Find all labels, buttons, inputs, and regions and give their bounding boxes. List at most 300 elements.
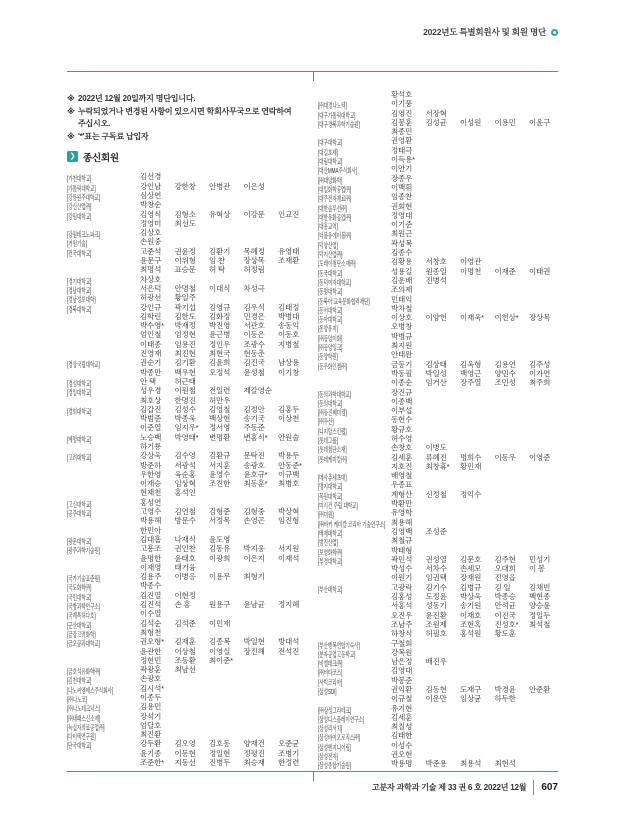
section-chevron-icon: ❯ <box>67 151 78 162</box>
member-name: 이상천 <box>278 414 300 424</box>
org-label-text: [덕지산업㈜] <box>318 250 343 260</box>
names-row <box>140 330 305 339</box>
member-name: 이재호 <box>460 610 482 620</box>
member-name: 도재구 <box>460 685 482 694</box>
member-entry <box>318 313 558 325</box>
member-entry <box>318 499 558 511</box>
member-name: 안 택 <box>140 376 156 386</box>
names-row <box>391 546 558 555</box>
member-name: 허정림 <box>243 265 265 275</box>
names-block <box>391 471 558 480</box>
member-name: 조준한* <box>140 758 164 768</box>
org-label <box>318 666 391 678</box>
member-name: 김주현 <box>494 554 516 564</box>
org-label <box>318 276 391 285</box>
names-row <box>140 656 305 665</box>
member-name: 지병철 <box>278 339 300 349</box>
member-name: 우한영 <box>140 469 162 479</box>
names-row <box>140 451 305 460</box>
org-label <box>67 303 140 312</box>
member-name: 김형준 <box>209 507 231 517</box>
note-lines <box>78 106 305 131</box>
member-name: 하창식 <box>391 629 413 639</box>
member-name: 김시석* <box>140 683 164 693</box>
org-label-text: [㈜나노테크닉스] <box>67 704 101 714</box>
names-row <box>391 499 558 508</box>
org-label-text: [동의과학대학교] <box>318 389 351 399</box>
names-row <box>391 434 558 443</box>
member-name: 한민아 <box>140 525 162 535</box>
member-entry <box>318 257 558 269</box>
member-name: 조동환 <box>174 655 196 665</box>
member-entry <box>67 544 305 572</box>
member-name: 서장혁 <box>425 108 447 118</box>
member-name: 최병호 <box>278 479 300 489</box>
org-label <box>67 637 140 649</box>
note-line: 주십시오. <box>78 119 111 129</box>
member-name: 임상균 <box>460 694 482 704</box>
member-entry <box>67 712 305 721</box>
member-name: 임권택 <box>425 573 447 583</box>
member-entry <box>67 433 305 452</box>
names-row <box>391 639 558 648</box>
member-name: 임용진 <box>174 339 196 349</box>
names-row <box>391 406 558 415</box>
member-entry <box>67 172 305 184</box>
names-block <box>140 275 305 284</box>
member-name: 나재식 <box>174 534 196 544</box>
names-row <box>391 174 558 183</box>
names-block <box>140 191 305 200</box>
member-entry <box>318 648 558 657</box>
member-name: 서관호 <box>243 321 265 331</box>
names-row <box>391 601 558 610</box>
member-name: 차상호 <box>140 274 162 284</box>
member-name: 김홍성 <box>391 592 413 602</box>
org-label <box>67 172 140 184</box>
member-name: 양민수 <box>494 368 516 378</box>
member-name: 박종승 <box>494 592 516 602</box>
member-name: 김정안 <box>243 404 265 414</box>
member-name: 김성균 <box>425 117 447 127</box>
member-name: 최승재 <box>243 758 265 768</box>
member-name: 허근태 <box>174 376 196 386</box>
member-name: 윤태호 <box>174 553 196 563</box>
org-label <box>318 639 391 648</box>
member-name: 이강문 <box>243 209 265 219</box>
member-name: 민성기 <box>529 554 551 564</box>
org-label <box>318 704 391 713</box>
org-label-text: [대길호제] <box>318 147 338 157</box>
member-name: 목혜정 <box>243 246 265 256</box>
note-lines <box>78 131 305 144</box>
names-block <box>140 544 305 572</box>
member-name: 김영백 <box>391 526 413 536</box>
names-row <box>391 722 558 731</box>
org-label-text: [금강고려화학] <box>67 629 96 639</box>
member-entry <box>67 721 305 730</box>
org-label-text: [건국대학교] <box>67 248 92 258</box>
org-label <box>67 377 140 386</box>
member-name: 김화정 <box>209 311 231 321</box>
page-footer <box>372 780 558 795</box>
member-entry <box>318 295 558 304</box>
org-label <box>318 183 391 192</box>
member-name: 송광호 <box>243 460 265 470</box>
names-row <box>391 304 558 313</box>
names-row <box>140 693 305 702</box>
names-row <box>140 758 305 767</box>
org-label <box>318 648 391 657</box>
names-row <box>391 704 558 713</box>
member-name: 구철회 <box>391 638 413 648</box>
org-label <box>67 247 140 256</box>
org-label <box>67 191 140 200</box>
member-name: 황규호 <box>391 424 413 434</box>
org-label-text: [경희대학교] <box>67 406 92 416</box>
member-entry <box>67 358 305 377</box>
names-block <box>391 750 558 759</box>
org-label <box>318 555 391 564</box>
names-row <box>140 433 305 442</box>
org-label <box>318 471 391 483</box>
member-entry <box>67 237 305 249</box>
member-name: 배영철 <box>391 471 413 481</box>
member-entry <box>318 434 558 443</box>
member-entry <box>318 685 558 704</box>
names-row <box>391 202 558 211</box>
note-line: '*'표는 구독료 납입자 <box>78 131 149 141</box>
member-name: 박태형 <box>391 545 413 555</box>
names-row <box>391 276 558 285</box>
right-member-list <box>318 90 558 769</box>
member-name: 조진한 <box>209 479 231 489</box>
member-name: 김대흠 <box>140 534 162 544</box>
org-label <box>67 386 140 398</box>
member-name: 김문호 <box>460 554 482 564</box>
member-entry <box>67 228 305 240</box>
org-label-text: [명지대학교] <box>318 482 343 492</box>
member-entry <box>67 674 305 686</box>
org-label-text: [더블유에이블㈜] <box>318 231 352 241</box>
names-row <box>140 581 305 590</box>
member-name: 방준하 <box>140 460 162 470</box>
bottom-divider <box>67 771 558 772</box>
member-name: 이안기 <box>391 164 413 174</box>
names-block <box>140 172 305 181</box>
names-block <box>391 546 558 555</box>
names-block <box>391 666 558 675</box>
member-name: 이동우 <box>494 452 516 462</box>
org-label <box>67 628 140 637</box>
member-name: 이양헌 <box>425 313 447 323</box>
member-name: 안동준* <box>278 460 302 470</box>
org-label-text: [금오공과대학교] <box>67 639 100 649</box>
member-name: 김영철 <box>209 404 231 414</box>
org-label <box>318 443 391 455</box>
member-name: 이기풍 <box>391 99 413 109</box>
names-row <box>391 211 558 220</box>
names-row <box>391 629 558 638</box>
member-name: 양승윤 <box>529 601 551 611</box>
top-divider <box>67 71 558 72</box>
names-row <box>140 228 305 237</box>
names-row <box>140 247 305 256</box>
names-row <box>391 248 558 257</box>
org-label-text: [동덕여자대학교] <box>318 277 351 287</box>
org-label <box>67 591 140 600</box>
org-label <box>67 739 140 751</box>
member-entry <box>318 536 558 548</box>
member-name: 곽성복 <box>391 238 413 248</box>
org-label <box>318 192 391 204</box>
member-name: 엄달호 <box>140 720 162 730</box>
member-name: 송기원 <box>460 601 482 611</box>
names-row <box>140 396 305 405</box>
member-entry <box>318 118 558 137</box>
member-name: 도정윤 <box>425 592 447 602</box>
member-name: 고흥조 <box>140 544 162 554</box>
org-label <box>67 284 140 293</box>
names-row <box>140 405 305 414</box>
names-block <box>140 200 305 209</box>
member-name: 남은정 <box>391 657 413 667</box>
section-header <box>67 150 305 163</box>
member-name: 허만우 <box>209 395 231 405</box>
member-entry <box>318 136 558 148</box>
names-block <box>140 303 305 359</box>
member-name: 정익수 <box>460 489 482 499</box>
note-marker: ※ <box>67 94 75 103</box>
names-row <box>391 99 558 108</box>
org-label <box>67 674 140 686</box>
member-name: 진영재 <box>140 349 162 359</box>
org-label <box>318 211 391 220</box>
org-label-text: [대주전자재료㈜] <box>318 194 352 204</box>
note-line: 누락되었거나 변경된 사항이 있으시면 학회사무국으로 연락하여 <box>78 106 292 116</box>
org-label <box>67 581 140 593</box>
member-name: 홍석원 <box>460 629 482 639</box>
names-row <box>140 749 305 758</box>
names-block <box>391 174 558 183</box>
member-name: 원용구 <box>209 600 231 610</box>
names-row <box>391 285 558 294</box>
names-row <box>391 573 558 582</box>
member-name: 김영규 <box>209 302 231 312</box>
org-label-text: [삼성바이오로직스㈜] <box>318 733 360 743</box>
member-name: 정영미 <box>140 218 162 228</box>
member-name: 이기준 <box>391 220 413 230</box>
member-name: 오진우 <box>391 610 413 620</box>
names-row <box>140 739 305 748</box>
member-name: 김옥형 <box>460 359 482 369</box>
member-name: 한정련 <box>278 758 300 768</box>
org-label <box>67 572 140 584</box>
org-label <box>318 546 391 555</box>
names-row <box>391 685 558 694</box>
names-block <box>140 739 305 767</box>
names-row <box>391 388 558 397</box>
member-name: 장진규 <box>391 387 413 397</box>
member-name: 임상혁 <box>174 479 196 489</box>
names-block <box>391 276 558 285</box>
member-name: 윤남균 <box>243 600 265 610</box>
member-name: 하두한 <box>494 694 516 704</box>
member-name: 신정철 <box>425 489 447 499</box>
org-label-text: [㈜미원] <box>318 510 334 520</box>
names-block <box>391 341 558 350</box>
member-name: 윤기종 <box>140 748 162 758</box>
member-name: 조원제 <box>425 619 447 629</box>
member-name: 유영태 <box>278 246 300 256</box>
member-name: 하기룡 <box>140 441 162 451</box>
member-name: 서지훈 <box>209 460 231 470</box>
member-entry <box>67 581 305 593</box>
member-entry <box>318 388 558 397</box>
member-name: 강한창 <box>174 181 196 191</box>
member-name: 윤영수 <box>209 469 231 479</box>
member-name: 최종민 <box>391 127 413 137</box>
member-name: 조재환 <box>278 256 300 266</box>
member-name: 김용민 <box>140 702 162 712</box>
names-row <box>140 684 305 693</box>
member-entry <box>318 546 558 555</box>
member-name: 조남주 <box>391 619 413 629</box>
names-row <box>140 609 305 618</box>
member-entry <box>318 480 558 492</box>
member-name: 안병관 <box>209 181 231 191</box>
org-label-text: [미시건 주립 대학교] <box>318 501 358 511</box>
names-row <box>140 442 305 451</box>
member-name: 이상호 <box>391 313 413 323</box>
names-row <box>391 490 558 499</box>
names-block <box>391 639 558 648</box>
org-label <box>67 228 140 240</box>
member-name: 황석호 <box>391 90 413 99</box>
member-name: 김용주 <box>140 572 162 582</box>
names-row <box>140 674 305 683</box>
member-name: 지호진 <box>391 461 413 471</box>
names-block <box>140 377 305 386</box>
names-block <box>391 583 558 639</box>
member-entry <box>318 146 558 155</box>
names-row <box>391 155 558 164</box>
member-name: 김세훈 <box>391 452 413 462</box>
org-label <box>67 702 140 714</box>
names-row <box>140 721 305 730</box>
member-name: 박상욱 <box>460 592 482 602</box>
member-name: 한명진 <box>174 395 196 405</box>
names-row <box>391 731 558 740</box>
org-label <box>318 425 391 434</box>
org-label-text: [㈜대경나노텍] <box>318 101 347 111</box>
member-name: 허광선 <box>140 293 162 303</box>
names-block <box>140 210 305 229</box>
org-label-text: [강원테크노파크] <box>67 230 100 240</box>
names-block <box>391 146 558 155</box>
member-name: 김병규 <box>460 582 482 592</box>
member-entry <box>318 639 558 648</box>
member-name: 이명천 <box>460 266 482 276</box>
names-row <box>391 192 558 201</box>
org-label-text: [국도화학㈜] <box>67 583 92 593</box>
names-row <box>391 555 558 564</box>
names-block <box>391 499 558 508</box>
names-block <box>391 99 558 108</box>
member-entry <box>67 572 305 584</box>
member-name: 임종찬 <box>391 192 413 202</box>
member-name: 방문수 <box>174 516 196 526</box>
member-entry <box>318 109 558 118</box>
org-label <box>318 360 391 369</box>
member-name: 박창순 <box>140 200 162 210</box>
member-name: 이상철 <box>174 646 196 656</box>
member-name: 최지원 <box>391 341 413 351</box>
member-entry <box>318 713 558 722</box>
member-name: 안준환 <box>529 685 551 694</box>
names-row <box>140 647 305 656</box>
member-name: 손광호 <box>140 674 162 684</box>
member-name: 성우경 <box>140 386 162 396</box>
org-label <box>318 295 391 304</box>
org-label-text: [녹십자의료공업㈜] <box>67 722 105 732</box>
org-label-text: [㈜대양화학] <box>318 175 343 185</box>
member-name: 박수영* <box>140 321 164 331</box>
member-name: 진병두 <box>209 758 231 768</box>
org-label-text: [대한솔루션㈜] <box>318 203 347 213</box>
names-row <box>140 293 305 302</box>
member-name: 표승문 <box>174 265 196 275</box>
member-name: 백상현 <box>209 414 231 424</box>
member-name: 박지웅 <box>243 544 265 554</box>
org-label <box>318 99 391 111</box>
names-row <box>140 498 305 507</box>
member-name: 이가연 <box>529 368 551 378</box>
names-block <box>140 637 305 665</box>
section-title: 종신회원 <box>83 152 119 164</box>
names-row <box>140 358 305 367</box>
org-label-text: [㈜동진쎄미켐] <box>318 408 347 418</box>
member-name: 이종백 <box>391 396 413 406</box>
member-name: 윤도영 <box>209 534 231 544</box>
member-name: 심상연 <box>140 190 162 200</box>
member-entry <box>67 386 305 405</box>
member-name: 강인규 <box>140 302 162 312</box>
org-label <box>67 451 140 463</box>
member-name: 조현혹 <box>460 619 482 629</box>
names-row <box>391 164 558 173</box>
member-name: 박종만 <box>140 367 162 377</box>
names-row <box>391 462 558 471</box>
member-name: 제갈영순 <box>243 386 272 396</box>
member-name: 조병기 <box>278 748 300 758</box>
member-name: 강인남 <box>140 181 162 191</box>
org-label-text: [목원대학교] <box>318 491 343 501</box>
member-name: 이재욱* <box>460 313 484 323</box>
member-name: 김갑진 <box>140 404 162 414</box>
names-row <box>391 592 558 601</box>
member-name: 박진영 <box>209 321 231 331</box>
org-label-text: [비엘테크㈜] <box>318 659 343 669</box>
names-block <box>391 192 558 201</box>
org-label-text: [㈜나노코] <box>67 695 87 704</box>
names-row <box>391 415 558 424</box>
names-block <box>140 535 305 544</box>
member-entry <box>318 406 558 418</box>
member-name: 이은지 <box>243 553 265 563</box>
member-name: 장주열 <box>460 378 482 388</box>
member-name: 박종욱 <box>174 414 196 424</box>
